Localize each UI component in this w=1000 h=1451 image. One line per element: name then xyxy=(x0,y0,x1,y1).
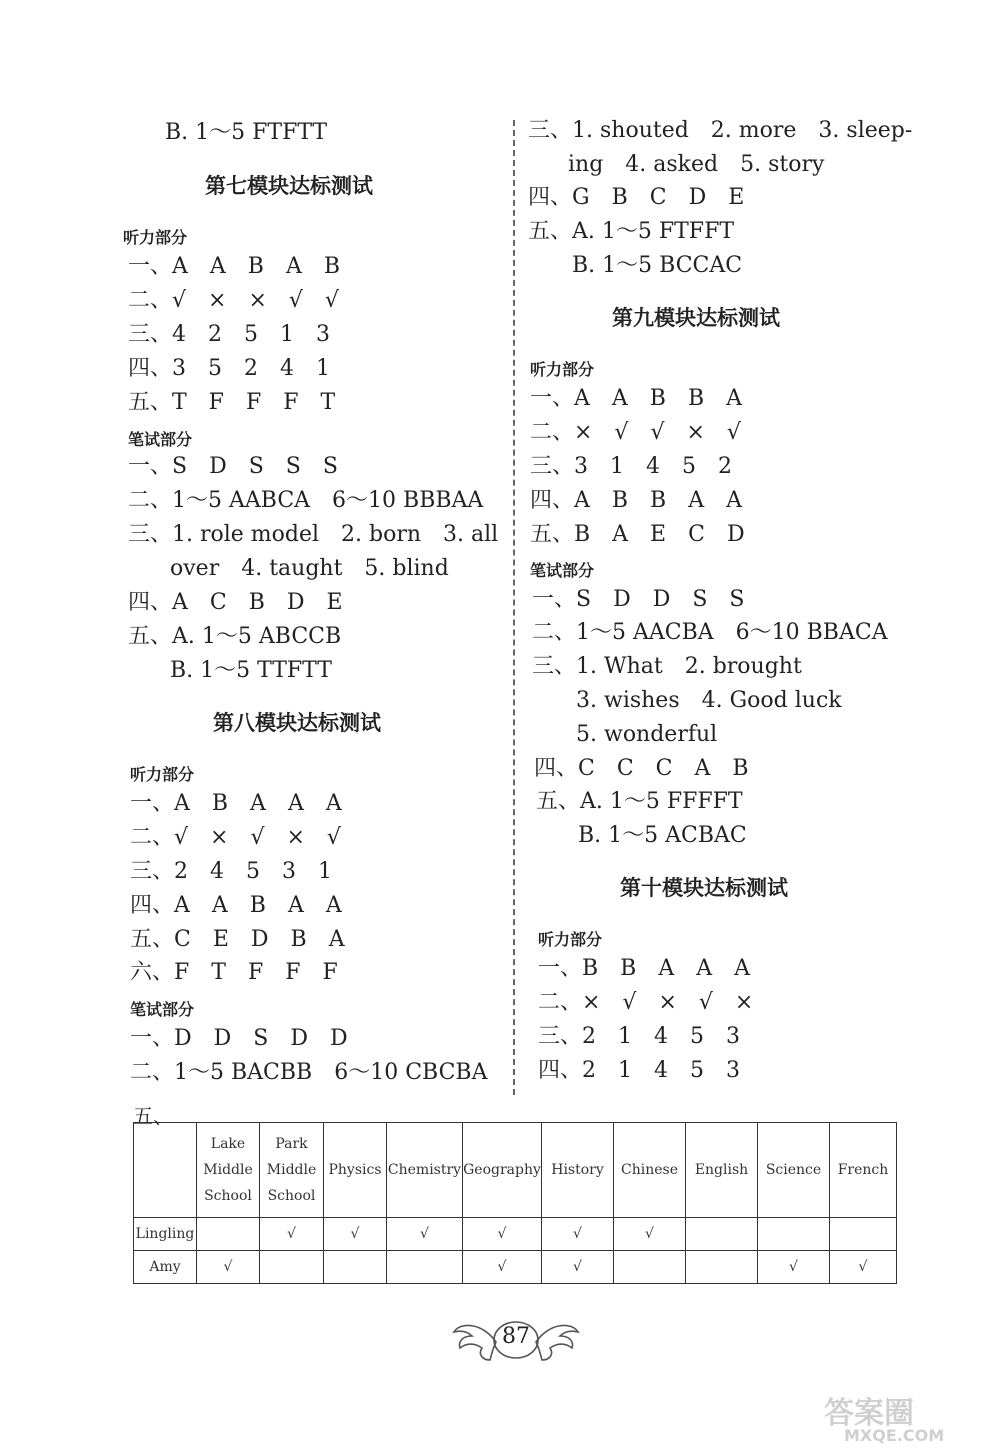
check-cell xyxy=(614,1251,686,1284)
answer-line: 一、S D S S S xyxy=(128,454,338,479)
check-cell xyxy=(686,1218,758,1251)
header-cell: Chinese xyxy=(614,1123,686,1218)
header-cell: Park Middle School xyxy=(260,1123,324,1218)
answer-line: 五、T F F F T xyxy=(128,390,336,415)
answer-line: 一、A A B B A xyxy=(530,386,742,411)
written-label: 笔试部分 xyxy=(128,430,193,449)
header-cell: Science xyxy=(758,1123,830,1218)
check-cell xyxy=(387,1251,463,1284)
watermark-text: 答案圈 xyxy=(824,1396,914,1431)
answer-line: 一、A B A A A xyxy=(130,791,342,816)
answer-line: ing 4. asked 5. story xyxy=(568,152,825,177)
answer-line: 四、A A B A A xyxy=(130,893,342,918)
answer-line: 二、1～5 AACBA 6～10 BBACA xyxy=(532,620,888,645)
header-cell: Chemistry xyxy=(387,1123,463,1218)
header-cell: Geography xyxy=(463,1123,542,1218)
check-cell xyxy=(686,1251,758,1284)
answer-line: 五、A. 1～5 FTFFT xyxy=(528,219,735,244)
row-name-cell: Lingling xyxy=(134,1218,197,1251)
answer-line: 三、4 2 5 1 3 xyxy=(128,322,330,347)
check-cell: √ xyxy=(463,1251,542,1284)
watermark-url: MXQE.COM xyxy=(844,1426,945,1445)
answer-line: 四、A B B A A xyxy=(530,488,742,513)
listening-label: 听力部分 xyxy=(538,930,603,949)
module8-title: 第八模块达标测试 xyxy=(213,711,381,735)
listening-label: 听力部分 xyxy=(123,228,188,247)
answer-line: 二、√ × √ × √ xyxy=(130,825,341,850)
answer-line: 五、A. 1～5 FFFFT xyxy=(536,789,743,814)
header-cell: Lake Middle School xyxy=(197,1123,260,1218)
answer-line: 一、D D S D D xyxy=(130,1026,348,1051)
answer-line: 四、3 5 2 4 1 xyxy=(128,356,330,381)
check-cell: √ xyxy=(387,1218,463,1251)
answer-line: 三、1. role model 2. born 3. all xyxy=(128,522,499,547)
answer-line: B. 1～5 FTFTT xyxy=(165,120,328,145)
check-cell: √ xyxy=(614,1218,686,1251)
answer-line: B. 1～5 BCCAC xyxy=(572,253,743,278)
check-cell: √ xyxy=(463,1218,542,1251)
header-cell xyxy=(134,1123,197,1218)
table-row xyxy=(134,1218,897,1251)
header-cell: History xyxy=(542,1123,614,1218)
header-cell: English xyxy=(686,1123,758,1218)
column-divider xyxy=(513,120,515,1095)
answer-line: over 4. taught 5. blind xyxy=(170,556,449,581)
answer-line: 二、× √ √ × √ xyxy=(530,420,741,445)
answer-line: 一、S D D S S xyxy=(532,587,745,612)
written-label: 笔试部分 xyxy=(530,561,595,580)
check-cell: √ xyxy=(260,1218,324,1251)
written-label: 笔试部分 xyxy=(130,1000,195,1019)
check-cell: √ xyxy=(542,1218,614,1251)
check-cell xyxy=(324,1251,387,1284)
check-cell xyxy=(197,1218,260,1251)
answer-line: 5. wonderful xyxy=(576,722,718,747)
answer-line: 三、3 1 4 5 2 xyxy=(530,454,732,479)
answer-line: 六、F T F F F xyxy=(130,960,338,985)
answer-line: 一、A A B A B xyxy=(128,254,340,279)
table-header-row xyxy=(134,1123,897,1218)
header-cell: Physics xyxy=(324,1123,387,1218)
answer-line: B. 1～5 ACBAC xyxy=(578,823,747,848)
module10-title: 第十模块达标测试 xyxy=(620,876,788,900)
module7-title: 第七模块达标测试 xyxy=(205,174,373,198)
answer-line: 3. wishes 4. Good luck xyxy=(576,688,842,713)
answer-line: 三、1. What 2. brought xyxy=(532,654,802,679)
check-cell xyxy=(758,1218,830,1251)
answer-line: 五、C E D B A xyxy=(130,927,345,952)
answer-line: 三、2 4 5 3 1 xyxy=(130,859,332,884)
check-cell: √ xyxy=(758,1251,830,1284)
table-row xyxy=(134,1251,897,1284)
header-cell: French xyxy=(830,1123,897,1218)
check-cell xyxy=(260,1251,324,1284)
check-cell: √ xyxy=(542,1251,614,1284)
answer-line: 三、1. shouted 2. more 3. sleep- xyxy=(528,118,913,143)
check-cell: √ xyxy=(830,1251,897,1284)
answer-line: 五、B A E C D xyxy=(530,522,745,547)
module9-title: 第九模块达标测试 xyxy=(612,306,780,330)
table-label: 五、 xyxy=(133,1104,173,1128)
listening-label: 听力部分 xyxy=(130,765,195,784)
answer-line: 一、B B A A A xyxy=(538,956,750,981)
watermark-logo xyxy=(818,1388,988,1448)
answer-line: 四、G B C D E xyxy=(528,185,745,210)
answer-line: 五、A. 1～5 ABCCB xyxy=(128,624,342,649)
answer-line: 三、2 1 4 5 3 xyxy=(538,1024,740,1049)
listening-label: 听力部分 xyxy=(530,360,595,379)
answer-line: 四、A C B D E xyxy=(128,590,343,615)
answer-line: 四、C C C A B xyxy=(534,756,749,781)
answer-line: 四、2 1 4 5 3 xyxy=(538,1058,740,1083)
answer-line: 二、× √ × √ × xyxy=(538,990,754,1015)
answer-line: 二、√ × × √ √ xyxy=(128,288,339,313)
answer-line: B. 1～5 TTFTT xyxy=(170,658,332,683)
answer-line: 二、1～5 BACBB 6～10 CBCBA xyxy=(130,1060,488,1085)
row-name-cell: Amy xyxy=(134,1251,197,1284)
check-cell xyxy=(830,1218,897,1251)
answer-line: 二、1～5 AABCA 6～10 BBBAA xyxy=(128,488,484,513)
page-number-badge xyxy=(452,1316,580,1366)
answer-table xyxy=(133,1122,897,1284)
check-cell: √ xyxy=(324,1218,387,1251)
check-cell: √ xyxy=(197,1251,260,1284)
page-number: 87 xyxy=(502,1324,530,1349)
